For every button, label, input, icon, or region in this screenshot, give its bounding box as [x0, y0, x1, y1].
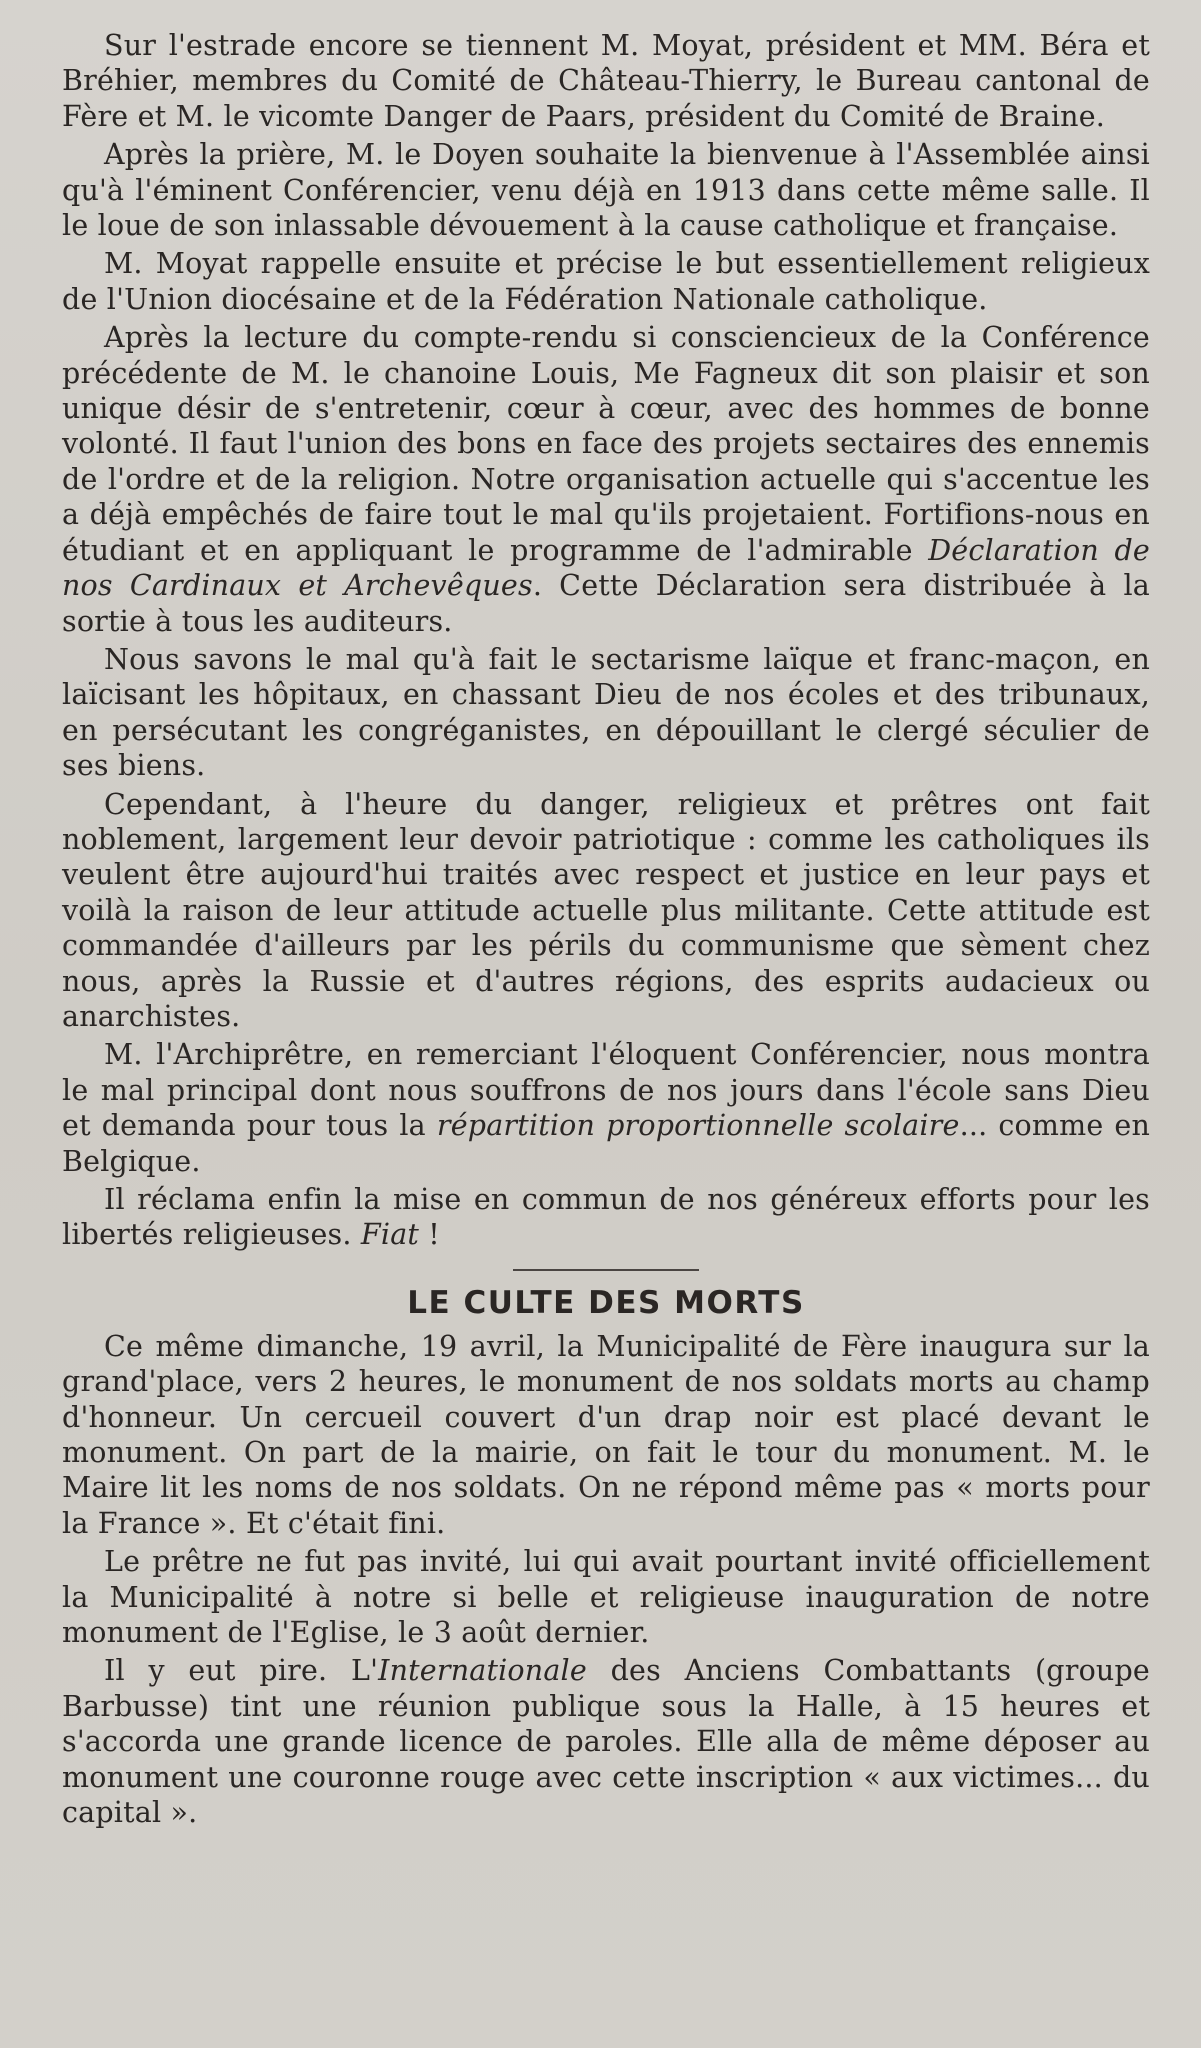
- paragraph: [62, 28, 1150, 134]
- text-run: Le prêtre ne fut pas invité, lui qui avait pourtant invité officiellement la Municipalité à notre si belle et religieuse inauguration de notre monument de l'Eglise, le 3 août dernier.: [62, 1545, 1150, 1650]
- paragraph: [62, 642, 1150, 784]
- text-run: Nous savons le mal qu'à fait le sectarisme laïque et franc-maçon, en laïcisant les hôpitaux, en chassant Dieu de nos écoles et des tribunaux, en persécutant les congréganistes, en dépouillant le clergé séculier de ses biens.: [62, 642, 1150, 783]
- text-run: Cependant, à l'heure du danger, religieux et prêtres ont fait noblement, largement leur devoir patriotique : comme les catholiques ils veulent être aujourd'hui traités avec respect et justice en leur pays et voilà la raison de leur attitude actuelle plus militante. Cette attitude est commandée d'ailleurs par les périls du communisme que sèment chez nous, après la Russie et d'autres régions, des esprits audacieux ou anarchistes.: [62, 787, 1150, 1033]
- italic-text: Déclaration de nos Cardinaux et Archevêques: [62, 533, 1150, 603]
- paragraph: [62, 246, 1150, 317]
- article-meeting-report: [62, 28, 1150, 1253]
- text-run: Il réclama enfin la mise en commun de nos généreux efforts pour les libertés religieuses.: [62, 1183, 1150, 1252]
- italic-text: Fiat: [360, 1218, 420, 1252]
- paragraph: [62, 1544, 1150, 1650]
- text-run: M. Moyat rappelle ensuite et précise le but essentiellement religieux de l'Union diocésaine et de la Fédération Nationale catholique.: [62, 247, 1150, 316]
- article-culte-des-morts: [62, 1283, 1150, 1831]
- text-run: ... comme en Belgique.: [62, 1109, 1150, 1178]
- paragraph: [62, 137, 1150, 243]
- paragraph: [62, 320, 1150, 639]
- text-run: . Cette Déclaration sera distribuée à la sortie à tous les auditeurs.: [62, 569, 1150, 638]
- italic-text: répartition proportionnelle scolaire: [436, 1109, 960, 1143]
- paragraph: [62, 1037, 1150, 1179]
- italic-text: Internationale: [378, 1654, 587, 1688]
- text-run: Après la prière, M. le Doyen souhaite la bienvenue à l'Assemblée ainsi qu'à l'éminent Conférencier, venu déjà en 1913 dans cette même salle. Il le loue de son inlassable dévouement à la cause catholique et française.: [62, 138, 1150, 243]
- text-run: Il y eut pire. L': [104, 1654, 379, 1688]
- text-run: des Anciens Combattants (groupe Barbusse) tint une réunion publique sous la Halle, à 15 heures et s'accorda une grande licence de paroles. Elle alla de même déposer au monument une couronne rouge avec cette inscription « aux victimes... du capital ».: [62, 1654, 1150, 1830]
- section-divider: [513, 1269, 699, 1271]
- text-run: !: [419, 1218, 440, 1252]
- paragraph: [62, 1329, 1150, 1541]
- text-run: Sur l'estrade encore se tiennent M. Moyat, président et MM. Béra et Bréhier, membres du Comité de Château-Thierry, le Bureau cantonal de Fère et M. le vicomte Danger de Paars, président du Comité de Braine.: [62, 29, 1150, 133]
- paragraph: [62, 1182, 1150, 1253]
- paragraph: [62, 787, 1150, 1035]
- text-run: Ce même dimanche, 19 avril, la Municipalité de Fère inaugura sur la grand'place, vers 2 heures, le monument de nos soldats morts au champ d'honneur. Un cercueil couvert d'un drap noir est placé devant le monument. On part de la mairie, on fait le tour du monument. M. le Maire lit les noms de nos soldats. On ne répond même pas « morts pour la France ». Et c'était fini.: [62, 1329, 1150, 1540]
- paragraph: [62, 1653, 1150, 1830]
- text-run: Après la lecture du compte-rendu si consciencieux de la Conférence précédente de M. le chanoine Louis, Me Fagneux dit son plaisir et son unique désir de s'entretenir, cœur à cœur, avec des hommes de bonne volonté. Il faut l'union des bons en face des projets sectaires des ennemis de l'ordre et de la religion. Notre organisation actuelle qui s'accentue les a déjà empêchés de faire tout le mal qu'ils projetaient. Fortifions-nous en étudiant et en appliquant le programme de l'admirable: [62, 321, 1150, 567]
- text-run: M. l'Archiprêtre, en remerciant l'éloquent Conférencier, nous montra le mal principal dont nous souffrons de nos jours dans l'école sans Dieu et demanda pour tous la: [62, 1038, 1150, 1143]
- section-heading: LE CULTE DES MORTS: [407, 1284, 805, 1321]
- document-page: [62, 28, 1150, 1834]
